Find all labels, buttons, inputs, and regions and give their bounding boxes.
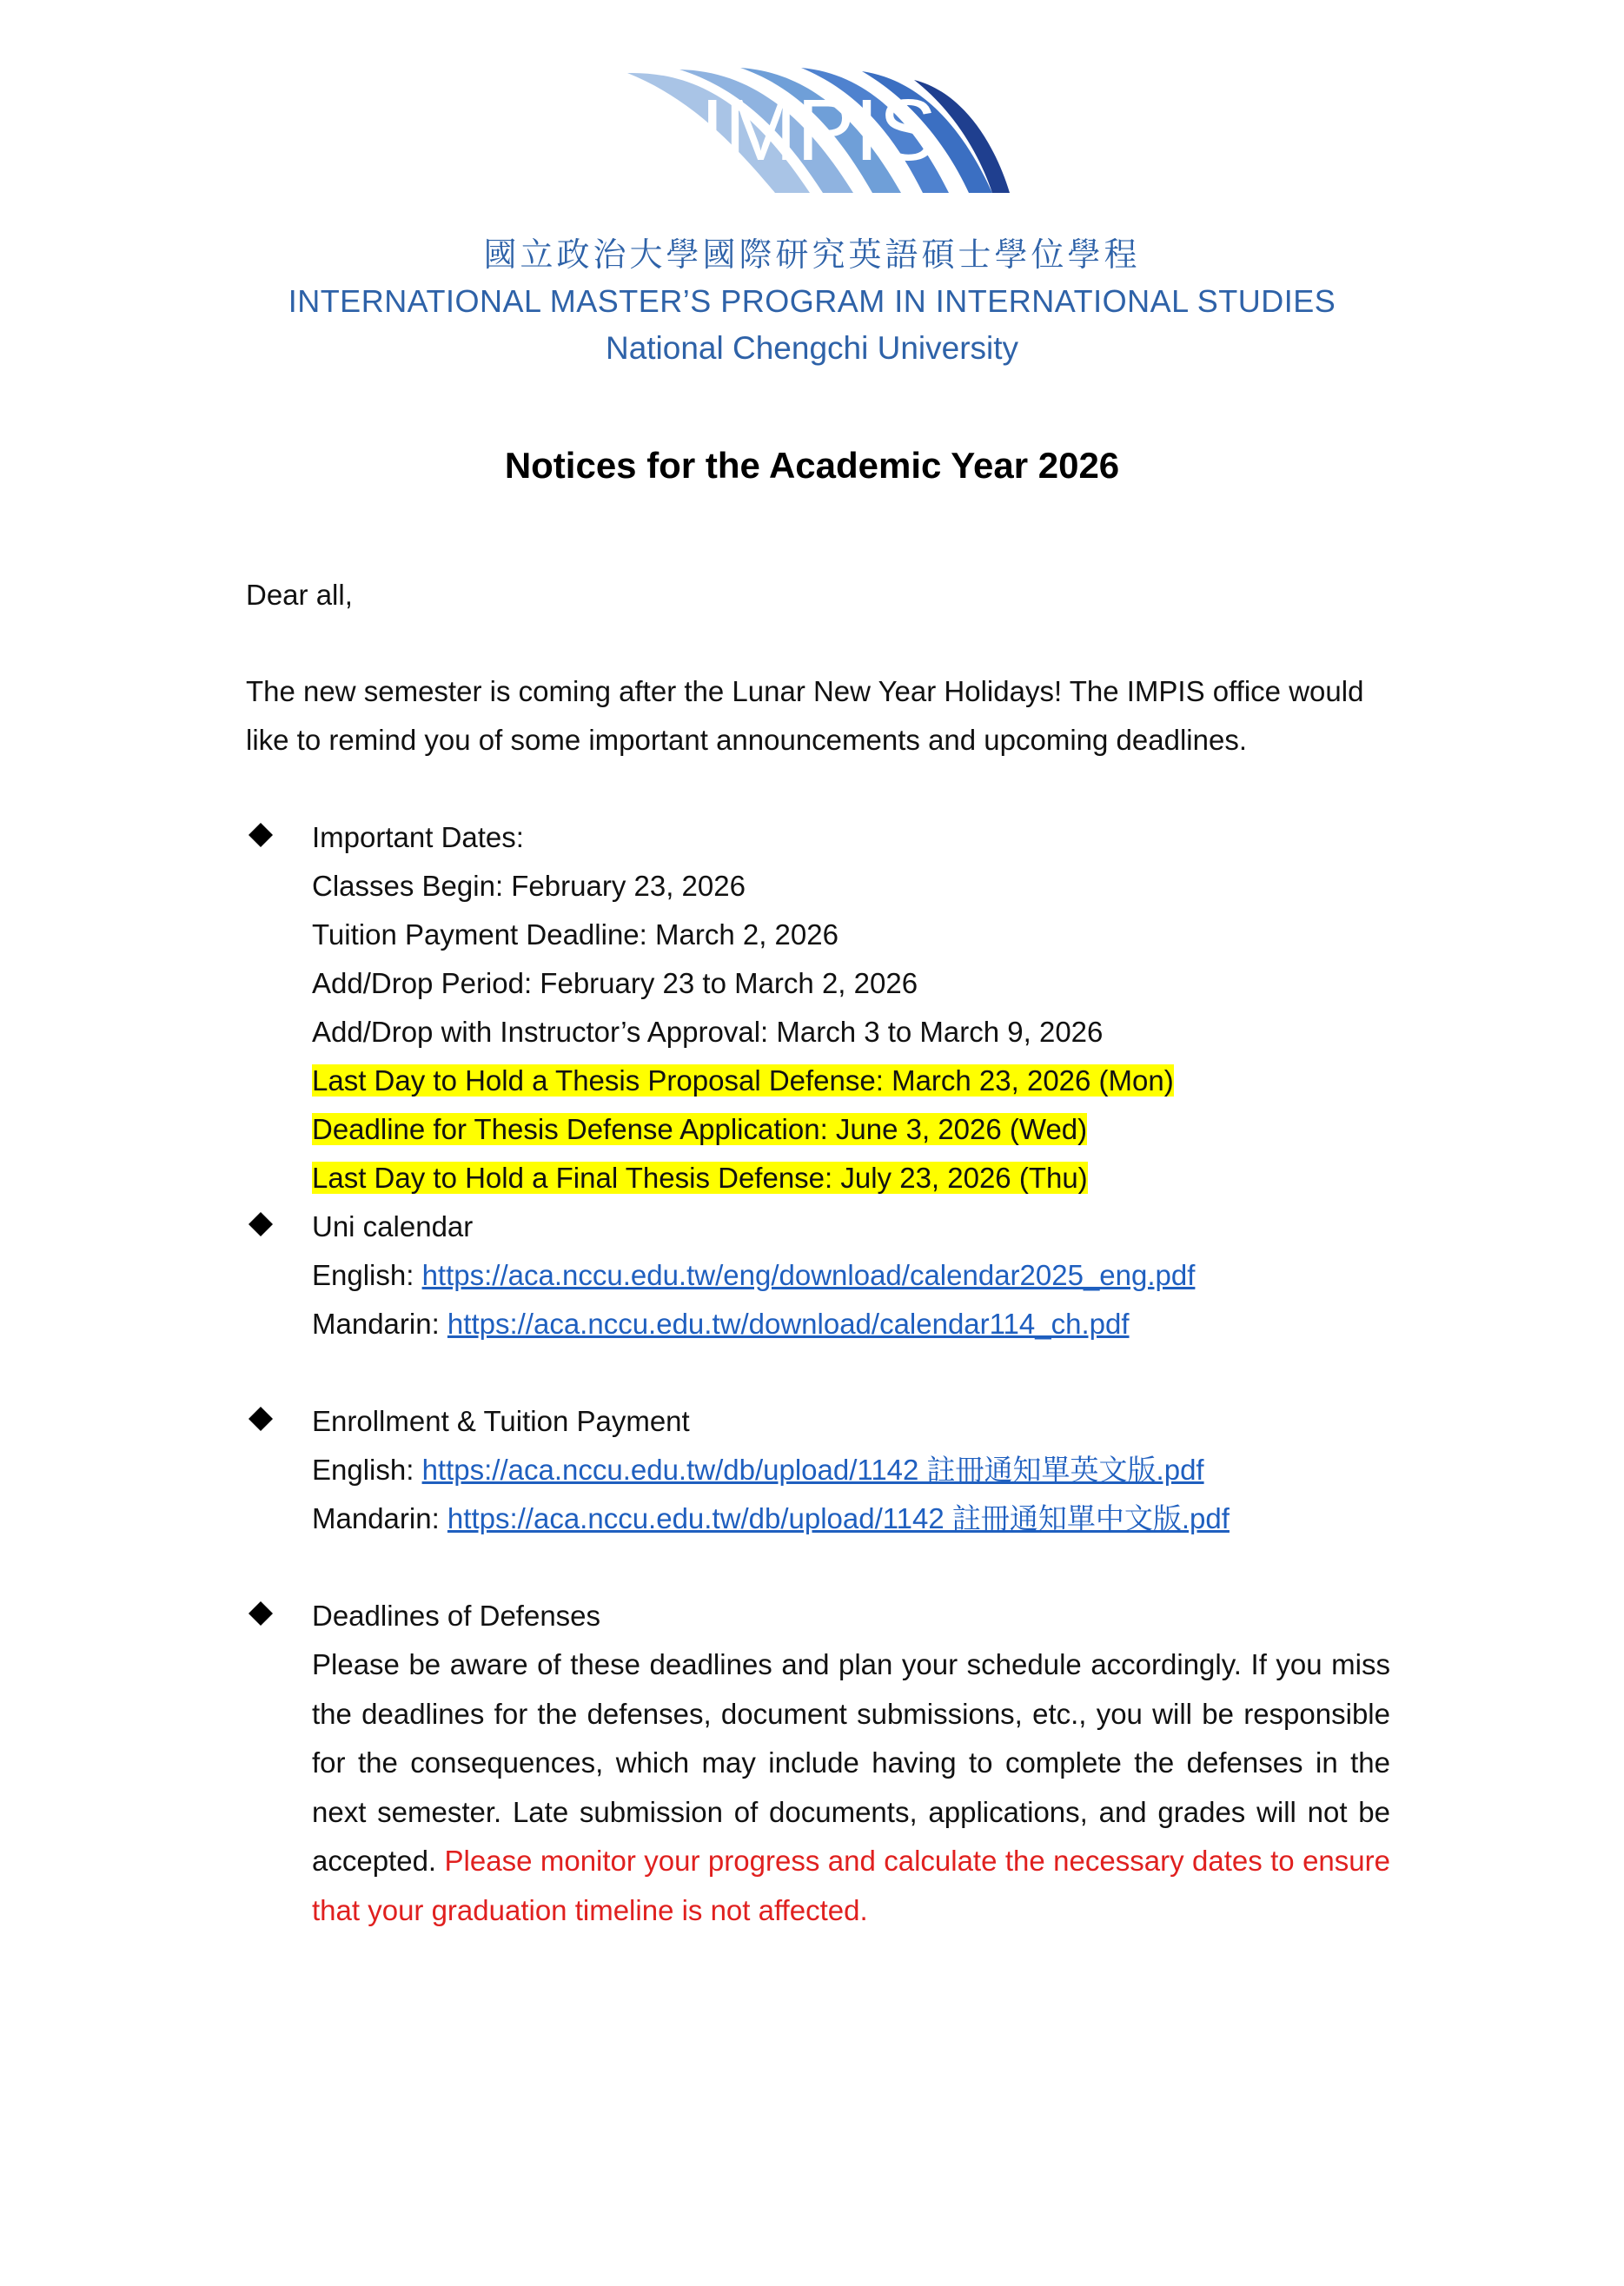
defenses-paragraph bbox=[312, 1640, 1390, 1935]
black-diamond-icon bbox=[248, 1406, 274, 1432]
program-english-name: INTERNATIONAL MASTER’S PROGRAM IN INTERNATIONAL STUDIES bbox=[288, 283, 1336, 319]
date-proposal-defense bbox=[312, 1057, 1174, 1105]
intro-line-2: like to remind you of some important announcements and upcoming deadlines. bbox=[246, 724, 1248, 756]
uni-calendar-heading: Uni calendar bbox=[312, 1210, 474, 1242]
date-add-drop-period: Add/Drop Period: February 23 to March 2, 2026 bbox=[312, 967, 918, 999]
date-classes-begin: Classes Begin: February 23, 2026 bbox=[312, 870, 746, 902]
calendar-mandarin-label: Mandarin: bbox=[312, 1308, 447, 1340]
university-name: National Chengchi University bbox=[605, 330, 1019, 366]
black-diamond-icon bbox=[248, 1600, 274, 1627]
enrollment-english-link[interactable]: https://aca.nccu.edu.tw/db/upload/1142 註冊通知單英文版.pdf bbox=[421, 1454, 1204, 1486]
date-final-defense bbox=[312, 1154, 1088, 1203]
important-dates-heading: Important Dates: bbox=[312, 821, 524, 853]
calendar-english-link[interactable]: https://aca.nccu.edu.tw/eng/download/calendar2025_eng.pdf bbox=[421, 1259, 1196, 1291]
black-diamond-icon bbox=[248, 822, 274, 848]
defenses-body-text: Please be aware of these deadlines and plan your schedule accordingly. If you miss the deadlines for the defenses, document submissions, etc., you will be responsible for the consequences, which may include having to complete the defenses in the next semester. Late submission of documents, applications, and grades will not be accepted. bbox=[312, 1648, 1390, 1877]
calendar-mandarin-link[interactable]: https://aca.nccu.edu.tw/download/calendar114_ch.pdf bbox=[447, 1308, 1130, 1340]
impis-logo bbox=[627, 63, 1010, 202]
highlight-proposal-defense: Last Day to Hold a Thesis Proposal Defense: March 23, 2026 (Mon) bbox=[312, 1064, 1174, 1097]
calendar-mandarin-line bbox=[312, 1300, 1130, 1348]
intro-line-1: The new semester is coming after the Lunar New Year Holidays! The IMPIS office would bbox=[246, 675, 1364, 707]
highlight-defense-application: Deadline for Thesis Defense Application: June 3, 2026 (Wed) bbox=[312, 1113, 1088, 1145]
page-title: Notices for the Academic Year 2026 bbox=[504, 445, 1120, 486]
salutation: Dear all, bbox=[246, 579, 353, 611]
date-defense-application bbox=[312, 1105, 1087, 1154]
enrollment-english-line bbox=[312, 1446, 1204, 1494]
logo-text: IMPIS bbox=[699, 82, 938, 179]
calendar-english-line bbox=[312, 1251, 1195, 1300]
defenses-heading: Deadlines of Defenses bbox=[312, 1600, 601, 1632]
enrollment-mandarin-link[interactable]: https://aca.nccu.edu.tw/db/upload/1142 註冊通知單中文版.pdf bbox=[447, 1502, 1230, 1534]
date-tuition-deadline: Tuition Payment Deadline: March 2, 2026 bbox=[312, 918, 839, 951]
highlight-final-defense: Last Day to Hold a Final Thesis Defense: July 23, 2026 (Thu) bbox=[312, 1162, 1088, 1194]
program-chinese-name: 國立政治大學國際研究英語碩士學位學程 bbox=[483, 235, 1141, 274]
date-add-drop-approval: Add/Drop with Instructor’s Approval: March 3 to March 9, 2026 bbox=[312, 1016, 1104, 1048]
enrollment-mandarin-line bbox=[312, 1494, 1230, 1543]
black-diamond-icon bbox=[248, 1211, 274, 1237]
enrollment-english-label: English: bbox=[312, 1454, 422, 1486]
defenses-warning-text: Please monitor your progress and calculate the necessary dates to ensure that your graduation timeline is not affected. bbox=[312, 1845, 1390, 1926]
enrollment-heading: Enrollment & Tuition Payment bbox=[312, 1405, 690, 1437]
enrollment-mandarin-label: Mandarin: bbox=[312, 1502, 447, 1534]
calendar-english-label: English: bbox=[312, 1259, 422, 1291]
